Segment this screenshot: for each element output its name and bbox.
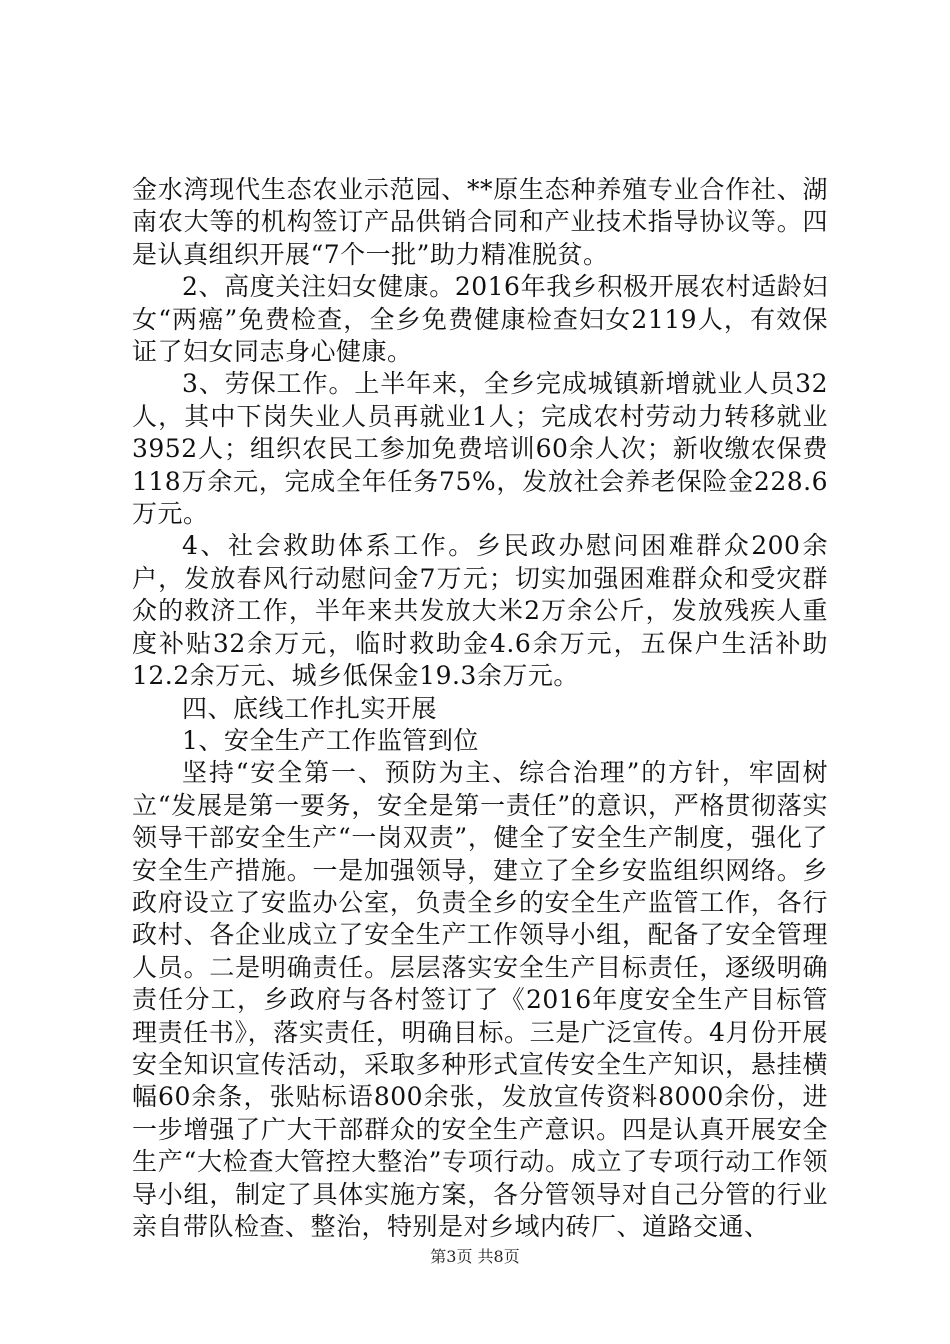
paragraph-social-assistance: 4、社会救助体系工作。乡民政办慰问困难群众200余户，发放春风行动慰问金7万元；切实加强困难群众和受灾群众的救济工作，半年来共发放大米2万余公斤，发放残疾人重度补贴32余万元，临时救助金4.6余万元，五保户生活补助12.2余万元、城乡低保金19.3余万元。 [132,531,828,691]
paragraph-safety-production: 坚持“安全第一、预防为主、综合治理”的方针，牢固树立“发展是第一要务，安全是第一责任”的意识，严格贯彻落实领导干部安全生产“一岗双责”，健全了安全生产制度，强化了安全生产措施。一是加强领导，建立了全乡安监组织网络。乡政府设立了安监办公室，负责全乡的安全生产监管工作，各行政村、各企业成立了安全生产工作领导小组，配备了安全管理人员。二是明确责任。层层落实安全生产目标责任，逐级明确责任分工，乡政府与各村签订了《2016年度安全生产目标管理责任书》，落实责任，明确目标。三是广泛宣传。4月份开展安全知识宣传活动，采取多种形式宣传安全生产知识，悬挂横幅60余条，张贴标语800余张，发放宣传资料8000余份，进一步增强了广大干部群众的安全生产意识。四是认真开展安全生产“大检查大管控大整治”专项行动。成立了专项行动工作领导小组，制定了具体实施方案，各分管领导对自己分管的行业亲自带队检查、整治，特别是对乡域内砖厂、道路交通、 [132,758,828,1241]
page-number-footer: 第3页 共8页 [430,1247,520,1266]
subsection-heading: 1、安全生产工作监管到位 [182,725,479,755]
paragraph-continuation: 金水湾现代生态农业示范园、**原生态种养殖专业合作社、湖南农大等的机构签订产品供销合同和产业技术指导协议等。四是认真组织开展“7个一批”助力精准脱贫。 [132,175,828,269]
paragraph-women-health: 2、高度关注妇女健康。2016年我乡积极开展农村适龄妇女“两癌”免费检查，全乡免费健康检查妇女2119人，有效保证了妇女同志身心健康。 [132,272,828,367]
document-body [132,174,828,1243]
section-heading: 四、底线工作扎实开展 [182,693,438,723]
paragraph-labor-security: 3、劳保工作。上半年来，全乡完成城镇新增就业人员32人，其中下岗失业人员再就业1人；完成农村劳动力转移就业3952人；组织农民工参加免费培训60余人次；新收缴农保费118万余元，完成全年任务75%，发放社会养老保险金228.6万元。 [132,369,828,529]
